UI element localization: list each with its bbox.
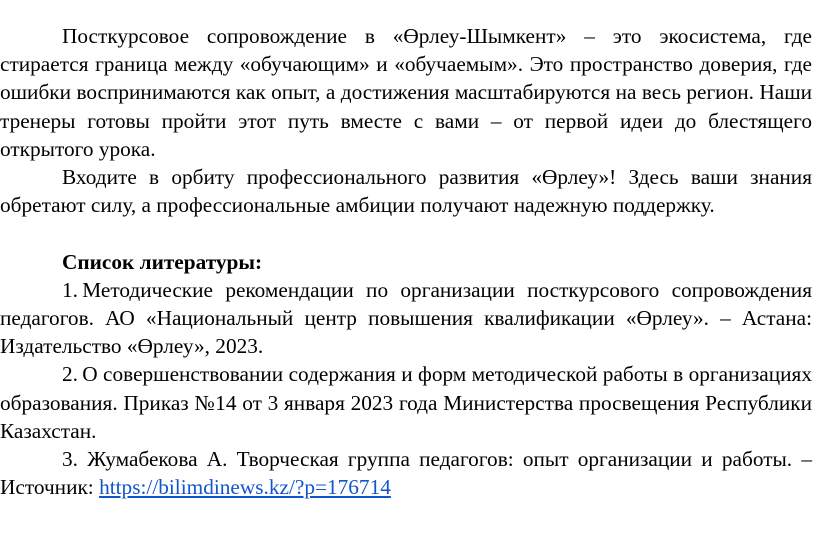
reference-text: О совершенствовании содержания и форм методической работы в организациях образования. Приказ №14 от 3 января 2023 года Министерства просвещения Республики Казахстан.: [0, 362, 812, 443]
references-heading: Список литературы:: [62, 249, 263, 274]
reference-number: 1.: [62, 277, 78, 302]
source-link[interactable]: https://bilimdinews.kz/?p=176714: [99, 475, 391, 500]
reference-item-1: [0, 276, 812, 361]
blank-line: [0, 219, 812, 247]
reference-number: 3.: [62, 447, 78, 472]
paragraph-ecosystem: Посткурсовое сопровождение в «Өрлеу-Шымкент» – это экосистема, где стирается граница между «обучающим» и «обучаемым». Это пространство доверия, где ошибки воспринимаются как опыт, а достижения масштабируются на весь регион. Наши тренеры готовы пройти этот путь вместе с вами – от первой идеи до блестящего открытого урока.: [0, 24, 812, 161]
document-page: [0, 22, 812, 501]
reference-item-3: [0, 445, 812, 501]
reference-text: Методические рекомендации по организации посткурсового сопровождения педагогов. АО «Национальный центр повышения квалификации «Өрлеу». – Астана: Издательство «Өрлеу», 2023.: [0, 277, 812, 359]
reference-number: 2.: [62, 362, 78, 387]
reference-item-2: [0, 360, 812, 445]
reference-text: Жумабекова А. Творческая группа педагогов: опыт организации и работы. – Источник:: [0, 447, 812, 500]
paragraph-orbit: Входите в орбиту профессионального развития «Өрлеу»! Здесь ваши знания обретают силу, а профессиональные амбиции получают надежную поддержку.: [0, 165, 812, 218]
